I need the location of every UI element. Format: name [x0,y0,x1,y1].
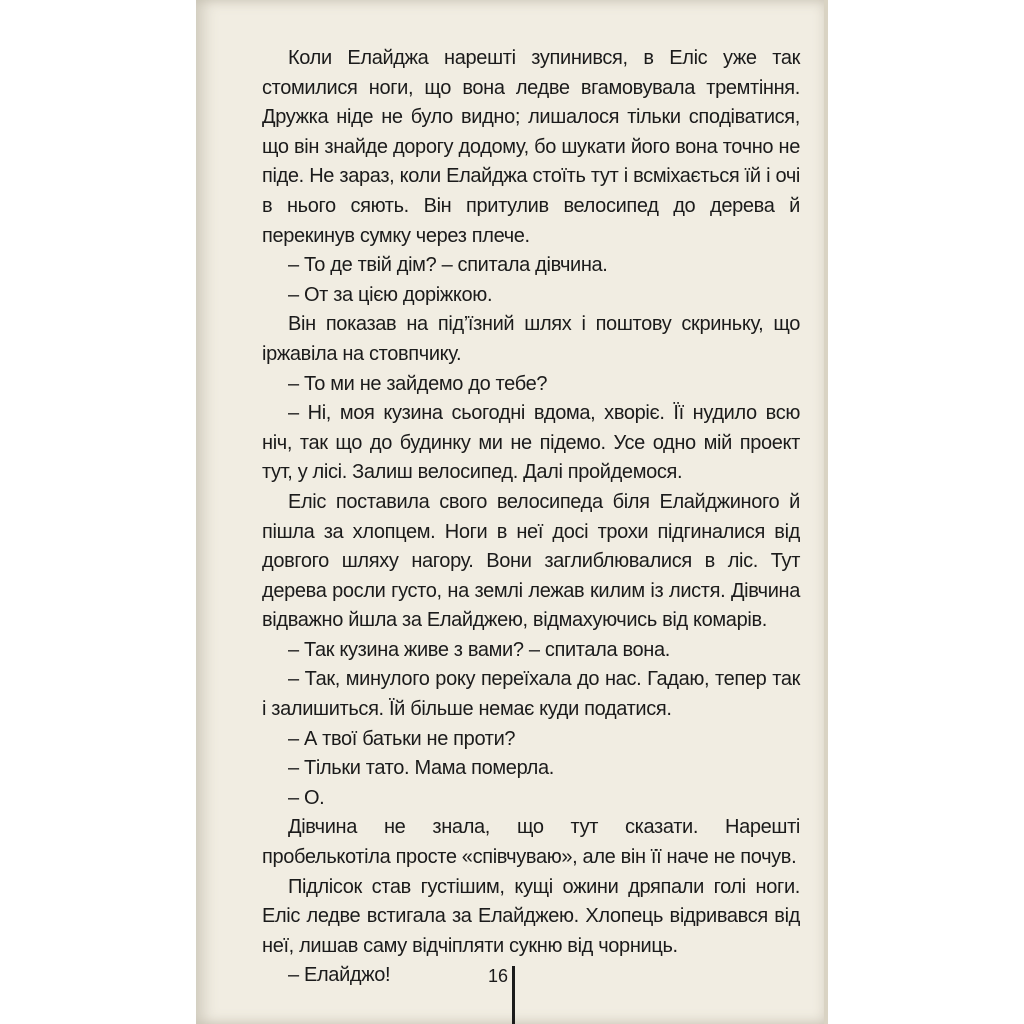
dialogue-line: – То де твій дім? – спитала дівчина. [288,254,608,277]
paragraph: Еліс поставила свого велосипеда біля Елайджиного й пішла за хлопцем. Ноги в неї досі трохи підгиналися від довгого шляху нагору. Вони заглиблювалися в ліс. Тут дерева росли густо, на землі лежав килим із листя. Дівчина відважно йшла за Елайджею, відмахуючись від комарів. [262,490,800,632]
page-number: 16 [488,966,509,986]
dialogue-line: – О. [288,786,325,809]
paragraph: Дівчина не знала, що тут сказати. Нарешті пробелькотіла просте «співчуваю», але він її наче не почув. [262,816,800,869]
dialogue-line: – То ми не зайдемо до тебе? [288,372,548,395]
dialogue-line: – Так, минулого року переїхала до нас. Гадаю, тепер так і залишиться. Їй більше немає куди податися. [262,668,800,721]
paragraph: Підлісок став густішим, кущі ожини дряпали голі ноги. Еліс ледве встигала за Елайджею. Хлопець відривався від неї, лишав саму відчіпляти сукню від чорниць. [262,875,800,957]
page-edge [824,0,828,1024]
page-number-rule [512,966,515,1024]
dialogue-line: – Ні, моя кузина сьогодні вдома, хворіє. Її нудило всю ніч, так що до будинку ми не підемо. Усе одно мій проект тут, у лісі. Залиш велосипед. Далі пройдемося. [262,402,800,484]
dialogue-line: – Тільки тато. Мама померла. [288,757,554,780]
body-text [262,44,800,991]
dialogue-line: – Так кузина живе з вами? – спитала вона. [288,638,670,661]
paragraph: Коли Елайджа нарешті зупинився, в Еліс уже так стомилися ноги, що вона ледве вгамовувала тремтіння. Дружка ніде не було видно; лишалося тільки сподіватися, що він знайде дорогу додому, бо шукати його вона точно не піде. Не зараз, коли Елайджа стоїть тут і всміхається їй і очі в нього сяють. Він притулив велосипед до дерева й перекинув сумку через плече. [262,47,800,247]
dialogue-line: – А твої батьки не проти? [288,727,516,750]
dialogue-line: – От за цією доріжкою. [288,283,493,306]
dialogue-line: – Елайджо! [288,964,391,987]
paragraph: Він показав на під’їзний шлях і поштову скриньку, що іржавіла на стовпчику. [262,313,800,365]
